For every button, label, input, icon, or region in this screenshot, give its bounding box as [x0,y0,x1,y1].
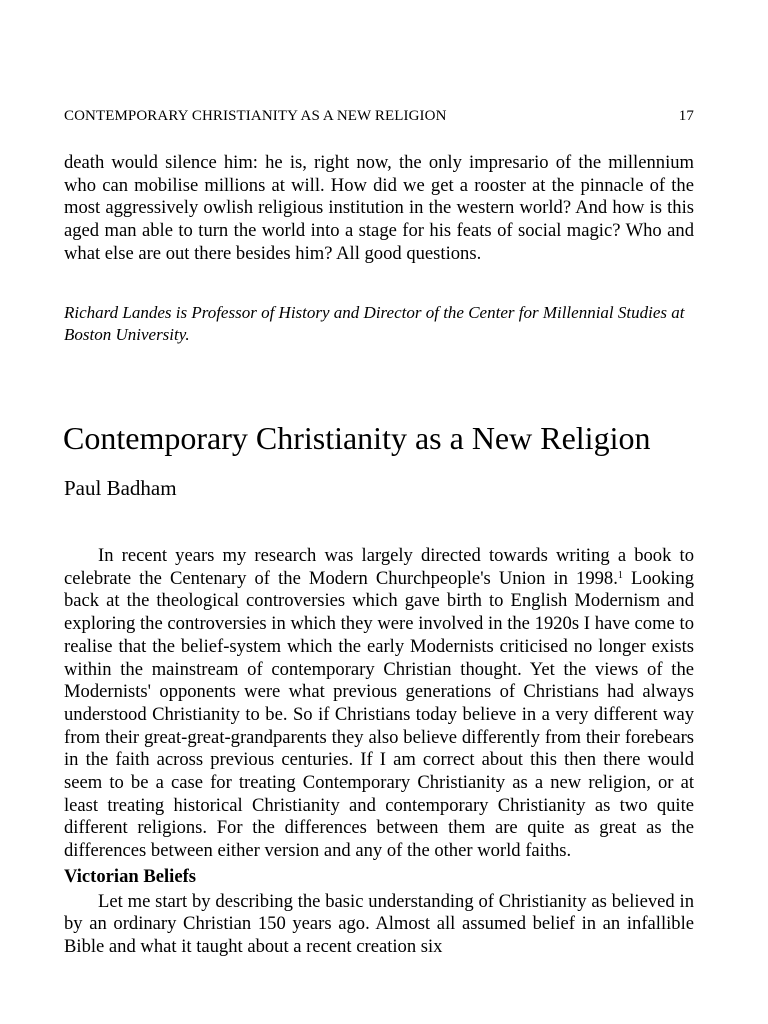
paragraph-text: Looking back at the theological controversies which gave birth to English Modernism and exploring the controversies in which they were involved in the 1920s I have come to realise that the belief-system which the early Modernists criticised no longer exists within the mainstream of contemporary Christian thought. Yet the views of the Modernists' opponents were what previous generations of Christians had always understood Christianity to be. So if Christians today believe in a very different way from their great-great-grandparents they also believe differently from their forebears in the faith across previous centuries. If I am correct about this then there would seem to be a case for treating Contemporary Christianity as a new religion, or at least treating historical Christianity and contemporary Christianity as two quite different religions. For the differences between them are quite as great as the differences between either version and any of the other world faiths. [64,567,694,862]
paragraph-text: In recent years my research was largely directed towards writing a book to celebrate the Centenary of the Modern Churchpeople's Union in 1998. [64,545,694,589]
body-paragraph [64,545,694,863]
article-author: Paul Badham [64,476,177,500]
running-head [64,108,694,125]
author-bio: Richard Landes is Professor of History and Director of the Center for Millennial Studies at Boston University. [64,303,685,344]
article-body [64,545,694,959]
running-head-title: CONTEMPORARY CHRISTIANITY AS A NEW RELIGION [64,108,447,124]
previous-article-paragraph: death would silence him: he is, right now, the only impresario of the millennium who can mobilise millions at will. How did we get a rooster at the pinnacle of the most aggressively owlish religious institution in the western world? And how is this aged man able to turn the world into a stage for his feats of social magic? Who and what else are out there besides him? All good questions. [64,152,694,264]
body-paragraph: Let me start by describing the basic understanding of Christianity as believed in by an ordinary Christian 150 years ago. Almost all assumed belief in an infallible Bible and what it taught about a recent creation six [64,890,694,957]
article-title: Contemporary Christianity as a New Religion [63,420,651,456]
previous-article-text [64,152,694,266]
footnote-marker: 1 [617,569,623,581]
page-number: 17 [678,108,694,124]
section-heading: Victorian Beliefs [64,865,197,887]
